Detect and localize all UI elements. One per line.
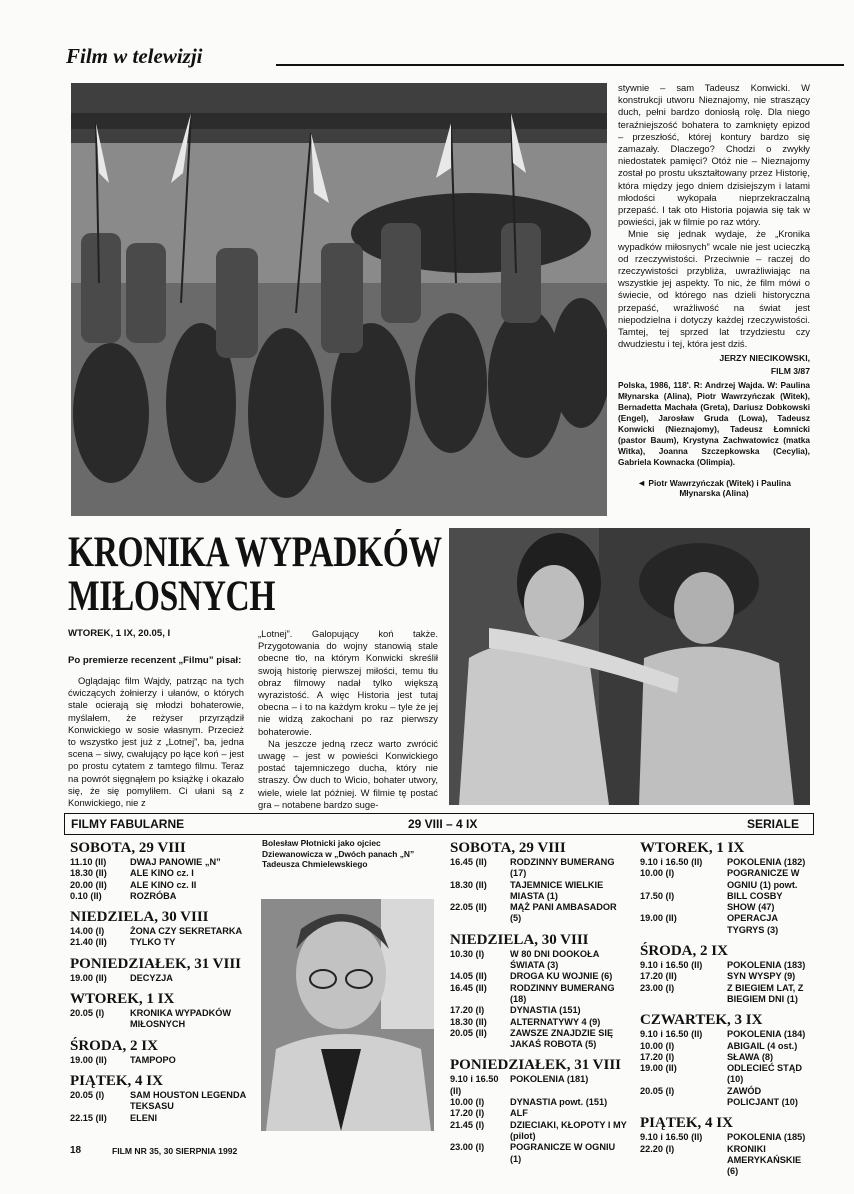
listing-item: [450, 880, 628, 903]
listing-item-time: 9.10 i 16.50 (II): [640, 857, 703, 867]
listing-item-time: 23.00 (I): [450, 1142, 485, 1153]
listing-item: [70, 926, 252, 937]
listings-date-range: 29 VIII – 4 IX: [408, 817, 478, 831]
listing-item: [70, 1008, 252, 1031]
listing-item-time: 14.00 (I): [70, 926, 105, 937]
listing-item: [450, 1108, 628, 1119]
listing-item: [70, 1090, 252, 1113]
listing-item-time: 18.30 (II): [450, 1016, 487, 1027]
listing-item: [70, 880, 252, 891]
listing-item-title: ŻONA CZY SEKRETARKA: [130, 926, 243, 937]
listing-item-time: 11.10 (II): [70, 857, 107, 867]
listing-item: [70, 868, 252, 879]
listing-day-heading: PONIEDZIAŁEK, 31 VIII: [70, 955, 242, 972]
article-paragraph: Oglądając film Wajdy, patrząc na tych ćwiczących żołnierzy i ułanów, o których stale ocierają się młodzi bohaterowie, myślałem, że reżyser przyrządził Konwickiego w sosie własnym. Przecież to wszystko jest już z „Lotnej”, ba, jedna scena – siwy, cwałujący po łące koń – jest po prostu cytatem z tamtego filmu. Teraz na powrót sięgnąłem po książkę i okazało się, że się pomyliłem. Ci ułani są z Konwickiego, nie z: [68, 675, 244, 809]
listing-item: [640, 1144, 812, 1178]
listing-item-time: 20.05 (II): [450, 1027, 487, 1038]
listings-header-bar: [64, 813, 814, 835]
listing-item: [450, 1005, 628, 1016]
listing-programme-list: [70, 857, 252, 902]
listing-day-heading: PIĄTEK, 4 IX: [70, 1072, 163, 1089]
listing-day-heading: PONIEDZIAŁEK, 31 VIII: [450, 1057, 622, 1074]
listing-item-time: 21.40 (II): [70, 937, 107, 948]
article-paragraph: stywnie – sam Tadeusz Konwicki. W konstrukcji utworu Nieznajomy, nie straszący duch, pełni bardzo doniosłą rolę. Dla niego teraźniejszość bohatera to zamknięty epizod – przeszłość, której kontury bardzo się zamazały. Dlaczego? Chodzi o zwykły niedostatek pamięci? Otóż nie – Nieznajomy został po prostu ukształtowany przez Historię, która między jego dniem dzisiejszym i latami młodości wykopała nieprzekraczalną przepaść. I tak oto Historia pojawia się tak w powieści, jak w filmie po raz wtóry.: [618, 82, 810, 228]
listing-item-title: RODZINNY BUMERANG (17): [510, 857, 615, 879]
article-column-2: [258, 628, 438, 811]
listing-item: [450, 857, 628, 880]
broadcast-time: WTOREK, 1 IX, 20.05, I: [68, 628, 171, 639]
cavalry-photo: [71, 83, 607, 516]
listing-item-time: 20.05 (I): [640, 1085, 675, 1096]
listing-item: [70, 857, 252, 868]
listing-item: [640, 960, 812, 971]
listing-item: [70, 1055, 252, 1066]
section-title: Film w telewizji: [66, 44, 203, 68]
article-author: JERZY NIECIKOWSKI,: [719, 353, 810, 364]
listing-item: [450, 1028, 628, 1051]
portrait-caption: Bolesław Płotnicki jako ojciec Dziewanowicza w „Dwóch panach „N” Tadeusza Chmielewskiego: [262, 838, 415, 869]
listing-item: [450, 1017, 628, 1028]
listing-day-heading: PIĄTEK, 4 IX: [640, 1115, 733, 1132]
listing-item: [450, 949, 628, 972]
listing-item: [70, 1113, 252, 1124]
listing-item-title: TAJEMNICE WIELKIE MIASTA (1): [510, 879, 604, 901]
listing-item-title: BILL COSBY SHOW (47): [727, 890, 783, 913]
listing-item-title: KRONIKI AMERYKAŃSKIE (6): [727, 1143, 802, 1177]
photo-caption: [618, 478, 810, 499]
listing-item-title: ALE KINO cz. I: [130, 868, 194, 879]
listing-item-time: 21.45 (I): [450, 1119, 485, 1130]
listing-item-time: 22.20 (I): [640, 1143, 675, 1154]
listing-programme-list: [640, 960, 812, 1005]
listing-item: [640, 857, 812, 868]
listing-item-title: ELENI: [130, 1112, 158, 1123]
article-paragraph: „Lotnej”. Galopujący koń także. Przygotowania do wojny stanowią stale obecne tło, na którym Konwicki skreślił swoją historię pierwszej miłości, temu tłu obraz filmowy nadał tylko większą wyrazistość. A więc Historia jest tutaj obecna – i to na każdym kroku – tyle że jej nie widzą zakochani po raz pierwszy bohaterowie.: [258, 628, 438, 737]
listing-item: [70, 891, 252, 902]
listing-item: [450, 902, 628, 925]
listing-item-time: 20.05 (I): [70, 1089, 105, 1100]
listing-item: [640, 983, 812, 1006]
listing-item: [640, 1086, 812, 1109]
listing-item-time: 18.30 (II): [70, 868, 107, 879]
listing-day-heading: WTOREK, 1 IX: [70, 991, 175, 1008]
listing-day-heading: ŚRODA, 2 IX: [70, 1037, 158, 1054]
listing-item-time: 10.30 (I): [450, 948, 485, 959]
listing-item-time: 10.00 (I): [450, 1097, 485, 1108]
listing-programme-list: [70, 926, 252, 949]
cavalry-photo-image: [71, 83, 607, 516]
listing-programme-list: [450, 949, 628, 1051]
films-listing-column: [70, 838, 252, 1124]
listing-day-heading: NIEDZIELA, 30 VIII: [450, 931, 589, 948]
listings-series-header: SERIALE: [746, 817, 799, 831]
listing-item-title: SŁAWA (8): [727, 1051, 774, 1062]
listing-item-title: SYN WYSPY (9): [727, 971, 796, 982]
listing-item-title: POKOLENIA (183): [727, 960, 806, 971]
listing-item-title: ODLECIEĆ STĄD (10): [727, 1063, 803, 1085]
listing-item-time: 17.20 (II): [640, 971, 677, 982]
listing-item: [70, 973, 252, 984]
listing-item: [450, 1074, 628, 1097]
listing-item-time: 16.45 (II): [450, 982, 487, 993]
listing-item: [450, 971, 628, 982]
listing-programme-list: [450, 1074, 628, 1164]
listing-item-time: 9.10 i 16.50 (II): [640, 960, 703, 971]
listing-item-title: DYNASTIA powt. (151): [510, 1097, 608, 1108]
article-source: FILM 3/87: [770, 365, 810, 376]
listing-item-title: DWAJ PANOWIE „N”: [130, 857, 221, 867]
couple-photo-image: [449, 528, 810, 805]
article-paragraph: Na jeszcze jedną rzecz warto zwrócić uwagę – jest w powieści Konwickiego postać tajemniczego ducha, który nie straszy. Ów duch to Wicio, bohater utwory, wiele, wiele lat później. W filmie tę postać gra – notabene bardzo suge-: [258, 737, 438, 810]
article-title-line2: MIŁOSNYCH: [68, 573, 276, 620]
listing-item: [450, 1142, 628, 1165]
listing-item-title: ABIGAIL (4 ost.): [727, 1040, 798, 1051]
listing-item-title: POKOLENIA (184): [727, 1029, 806, 1040]
listing-item-time: 20.00 (II): [70, 879, 107, 890]
listing-item-title: POKOLENIA (185): [727, 1132, 806, 1143]
series-listing-column-b: [640, 838, 812, 1178]
listing-item: [640, 1132, 812, 1143]
listing-item-title: POKOLENIA (182): [727, 857, 806, 867]
listing-item-title: TYLKO TY: [130, 937, 176, 948]
listing-programme-list: [70, 1055, 252, 1066]
listings-films-header: FILMY FABULARNE: [71, 817, 185, 831]
listing-item-time: 23.00 (I): [640, 982, 675, 993]
listing-item-time: 22.05 (II): [450, 902, 487, 913]
listing-item-time: 19.00 (II): [70, 1054, 107, 1065]
listing-item-time: 14.05 (II): [450, 971, 487, 982]
series-listing-column-a: [450, 838, 628, 1165]
article-column-3: [618, 82, 810, 499]
listing-programme-list: [70, 1090, 252, 1124]
listing-item-time: 9.10 i 16.50 (II): [450, 1074, 499, 1096]
page-number: 18: [70, 1145, 82, 1156]
listing-item: [70, 937, 252, 948]
listing-item-title: POKOLENIA (181): [510, 1074, 589, 1085]
listing-item-time: 16.45 (II): [450, 857, 487, 867]
film-credits: Polska, 1986, 118'. R: Andrzej Wajda. W: Paulina Młynarska (Alina), Piotr Wawrzyńczak (Witek), Bernadetta Machała (Greta), Dariusz Dobkowski (Engel), Jarosław Gruda (Lowa), Tadeusz Konwicki (Nieznajomy), Tadeusz Łomnicki (pastor Baum), Krystyna Zachwatowicz (matka Witka), Joanna Szczepkowska (Cecylia), Gabriela Kownacka (Olimpia).: [618, 379, 810, 467]
listing-item-title: OPERACJA TYGRYS (3): [727, 913, 779, 935]
listing-item: [640, 1063, 812, 1086]
listing-item-time: 19.00 (II): [70, 972, 107, 983]
listing-item-title: ALF: [510, 1108, 528, 1119]
listing-item: [640, 868, 812, 891]
listing-item-title: ZAWSZE ZNAJDZIE SIĘ JAKAŚ ROBOTA (5): [510, 1027, 614, 1050]
listing-item-time: 0.10 (II): [70, 890, 102, 901]
listing-programme-list: [640, 1132, 812, 1177]
article-lead: Po premierze recenzent „Filmu” pisał:: [68, 655, 242, 666]
article-title-line1: KRONIKA WYPADKÓW: [68, 529, 442, 576]
listing-programme-list: [450, 857, 628, 925]
listing-item-title: MĄŻ PANI AMBASADOR (5): [510, 902, 617, 924]
listing-item-title: DROGA KU WOJNIE (6): [510, 971, 613, 982]
listing-item-time: 19.00 (II): [640, 913, 677, 924]
listing-item-title: ZAWÓD POLICJANT (10): [727, 1085, 798, 1108]
listing-item-time: 17.20 (I): [450, 1108, 485, 1119]
listing-item-title: POGRANICZE W OGNIU (1): [510, 1142, 616, 1164]
listing-item-title: RODZINNY BUMERANG (18): [510, 982, 615, 1004]
listing-item-title: TAMPOPO: [130, 1054, 176, 1065]
portrait-photo-image: [261, 899, 434, 1131]
listing-day-heading: SOBOTA, 29 VIII: [450, 840, 566, 856]
listing-item: [640, 913, 812, 936]
listing-item-title: POGRANICZE W OGNIU (1) powt.: [727, 868, 800, 890]
listing-item-time: 17.20 (I): [640, 1051, 675, 1062]
article-column-1: [68, 675, 244, 809]
listing-item-time: 22.15 (II): [70, 1112, 107, 1123]
listing-item: [640, 1041, 812, 1052]
listing-item-title: DYNASTIA (151): [510, 1005, 581, 1016]
issue-info: FILM NR 35, 30 SIERPNIA 1992: [112, 1146, 238, 1156]
listing-item: [450, 1120, 628, 1143]
listing-item-title: ALTERNATYWY 4 (9): [510, 1016, 601, 1027]
photo-caption-text: Piotr Wawrzyńczak (Witek) i Paulina Młynarska (Alina): [648, 477, 791, 499]
listing-item-title: DECYZJA: [130, 972, 173, 983]
listing-item: [640, 1029, 812, 1040]
listing-programme-list: [70, 1008, 252, 1031]
listing-item-title: SAM HOUSTON LEGENDA TEKSASU: [130, 1089, 246, 1112]
listing-item: [640, 891, 812, 914]
listing-item-time: 10.00 (I): [640, 1040, 675, 1051]
couple-photo: [449, 528, 810, 805]
listing-item-title: Z BIEGIEM LAT, Z BIEGIEM DNI (1): [727, 982, 804, 1004]
listing-day-heading: ŚRODA, 2 IX: [640, 943, 728, 960]
listing-item: [450, 983, 628, 1006]
listing-programme-list: [640, 857, 812, 936]
caption-arrow-icon: ◄: [637, 477, 647, 488]
listing-day-heading: CZWARTEK, 3 IX: [640, 1012, 763, 1029]
listing-item-time: 9.10 i 16.50 (II): [640, 1029, 703, 1040]
listing-item-title: ROZRÓBA: [130, 890, 177, 901]
listing-item-time: 17.20 (I): [450, 1005, 485, 1016]
listing-item-time: 17.50 (I): [640, 890, 675, 901]
listing-item-time: 10.00 (I): [640, 868, 675, 879]
article-paragraph: Mnie się jednak wydaje, że „Kronika wypadków miłosnych” wcale nie jest ucieczką od rzeczywistości. Przeciwnie – raczej do rzeczywistości przybliża, uwrażliwiając na wszystkie jej aspekty. To nic, że film mówi o świecie, od którego nas dzieli historyczna przepaść, wrażliwość na świat jest niepodzielna i dotyczy każdej rzeczywistości. Tamtej, tej sprzed lat trzydziestu czy dwudziestu i tej, która jest dziś.: [618, 228, 810, 350]
listing-item: [640, 1052, 812, 1063]
listing-item-title: KRONIKA WYPADKÓW MIŁOSNYCH: [130, 1008, 232, 1030]
listing-programme-list: [640, 1029, 812, 1108]
header-rule: [276, 64, 844, 66]
listing-day-heading: WTOREK, 1 IX: [640, 840, 745, 856]
listing-item-title: DZIECIAKI, KŁOPOTY I MY (pilot): [510, 1119, 627, 1141]
listing-item: [450, 1097, 628, 1108]
portrait-photo: [261, 899, 434, 1131]
listing-programme-list: [70, 973, 252, 984]
listing-item: [640, 971, 812, 982]
listing-day-heading: NIEDZIELA, 30 VIII: [70, 909, 209, 926]
listing-item-time: 18.30 (II): [450, 879, 487, 890]
listing-item-title: W 80 DNI DOOKOŁA ŚWIATA (3): [510, 948, 599, 971]
listing-day-heading: SOBOTA, 29 VIII: [70, 840, 186, 856]
listing-item-time: 19.00 (II): [640, 1063, 677, 1074]
listing-item-time: 9.10 i 16.50 (II): [640, 1132, 703, 1143]
listing-item-title: ALE KINO cz. II: [130, 879, 197, 890]
listing-item-time: 20.05 (I): [70, 1008, 105, 1019]
